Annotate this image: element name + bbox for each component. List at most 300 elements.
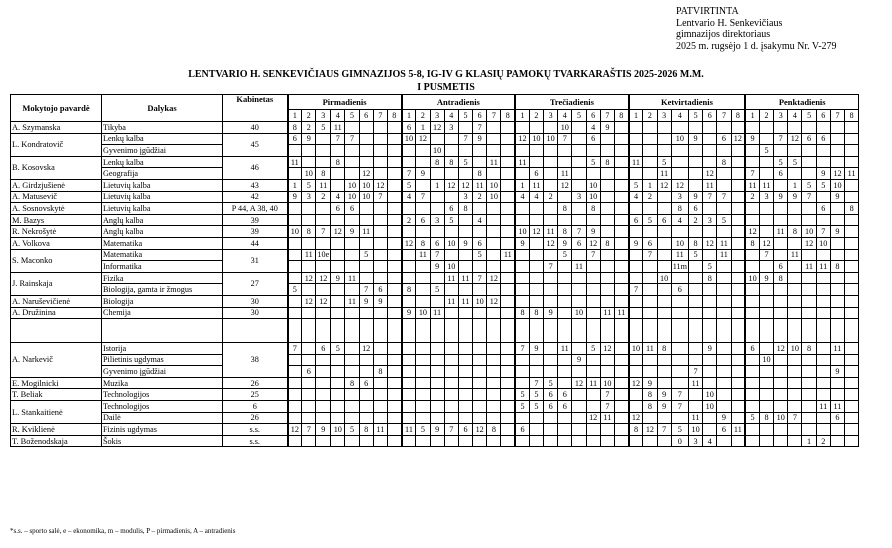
lesson-cell [845,307,859,319]
lesson-cell [373,377,387,389]
lesson-cell [416,145,430,157]
cabinet: 44 [223,237,288,249]
lesson-cell [629,354,643,366]
lesson-cell [458,122,472,134]
lesson-cell [302,284,316,296]
lesson-cell: 7 [816,226,830,238]
header-lesson-number: 5 [345,110,359,122]
lesson-cell [788,237,802,249]
lesson-cell: 7 [600,401,614,413]
lesson-cell [731,435,745,447]
lesson-cell [387,354,401,366]
lesson-cell: 11 [586,377,600,389]
table-row [11,249,859,261]
lesson-cell [745,319,759,343]
lesson-cell: 10 [600,377,614,389]
table-row [11,179,859,191]
lesson-cell [302,307,316,319]
subject-name [102,319,223,343]
lesson-cell [614,354,628,366]
lesson-cell [444,191,458,203]
lesson-cell [402,435,416,447]
header-lesson-number: 2 [759,110,773,122]
lesson-cell [830,237,844,249]
lesson-cell [345,319,359,343]
lesson-cell [830,249,844,261]
lesson-cell [802,412,816,424]
lesson-cell [731,168,745,180]
lesson-cell: 5 [515,389,529,401]
subject-name: Technologijos [102,389,223,401]
lesson-cell [586,284,600,296]
lesson-cell [359,237,373,249]
lesson-cell [515,145,529,157]
lesson-cell: 12 [586,237,600,249]
lesson-cell: 11 [373,424,387,436]
lesson-cell [688,261,702,273]
lesson-cell [845,145,859,157]
lesson-cell: 6 [657,214,671,226]
lesson-cell [671,343,688,355]
lesson-cell [759,295,773,307]
lesson-cell [629,203,643,215]
subject-name: Anglų kalba [102,226,223,238]
lesson-cell [643,203,657,215]
lesson-cell [572,156,586,168]
lesson-cell: 10 [558,122,572,134]
lesson-cell: 10 [444,237,458,249]
lesson-cell [788,401,802,413]
lesson-cell: 9 [657,389,671,401]
lesson-cell [473,343,487,355]
lesson-cell: 10 [688,424,702,436]
lesson-cell [529,237,543,249]
lesson-cell [643,412,657,424]
lesson-cell [444,389,458,401]
lesson-cell [657,295,671,307]
lesson-cell: 6 [302,366,316,378]
lesson-cell [316,307,331,319]
lesson-cell: 10 [345,179,359,191]
lesson-cell: 10 [430,145,444,157]
lesson-cell [600,424,614,436]
lesson-cell: 4 [331,191,345,203]
lesson-cell [845,179,859,191]
lesson-cell: 11 [774,226,788,238]
lesson-cell: 11 [544,226,558,238]
cabinet: 31 [223,249,288,272]
header-lesson-number: 6 [473,110,487,122]
lesson-cell: 12 [444,179,458,191]
lesson-cell [558,214,572,226]
lesson-cell: 9 [572,354,586,366]
lesson-cell [845,319,859,343]
lesson-cell: 5 [629,179,643,191]
header-lesson-number: 4 [671,110,688,122]
lesson-cell [845,122,859,134]
header-lesson-number: 7 [717,110,731,122]
lesson-cell: 11 [816,401,830,413]
lesson-cell [288,168,302,180]
lesson-cell [759,307,773,319]
lesson-cell [515,319,529,343]
lesson-cell [331,295,345,307]
lesson-cell: 9 [788,191,802,203]
lesson-cell: 5 [671,424,688,436]
lesson-cell [501,226,515,238]
lesson-cell [345,366,359,378]
lesson-cell [614,366,628,378]
lesson-cell [487,343,501,355]
lesson-cell [473,412,487,424]
lesson-cell [458,389,472,401]
lesson-cell: 6 [416,214,430,226]
header-cabinet: Kabinetas [223,95,288,122]
lesson-cell [331,145,345,157]
lesson-cell: 6 [717,133,731,145]
lesson-cell [788,145,802,157]
lesson-cell: 10 [473,295,487,307]
lesson-cell [430,401,444,413]
lesson-cell [802,295,816,307]
lesson-cell [657,191,671,203]
lesson-cell: 9 [717,412,731,424]
lesson-cell [345,307,359,319]
table-row [11,203,859,215]
teacher-name: R. Nekrošytė [11,226,102,238]
teacher-name: B. Kosovska [11,156,102,179]
lesson-cell: 8 [515,307,529,319]
lesson-cell [473,377,487,389]
lesson-cell: 5 [657,156,671,168]
lesson-cell: 12 [629,377,643,389]
lesson-cell: 9 [458,237,472,249]
lesson-cell: 4 [529,191,543,203]
subject-name: Dailė [102,412,223,424]
lesson-cell: 10 [703,401,717,413]
lesson-cell: 2 [302,122,316,134]
lesson-cell [816,249,830,261]
lesson-cell [444,226,458,238]
lesson-cell [845,389,859,401]
lesson-cell: 11 [515,156,529,168]
lesson-cell [444,401,458,413]
lesson-cell: 11 [703,179,717,191]
lesson-cell [688,389,702,401]
cabinet: 27 [223,272,288,295]
lesson-cell [458,401,472,413]
lesson-cell: 8 [671,203,688,215]
lesson-cell [288,401,302,413]
lesson-cell [845,295,859,307]
header-lesson-number: 2 [529,110,543,122]
lesson-cell [774,203,788,215]
lesson-cell: 11 [759,179,773,191]
lesson-cell: 12 [529,226,543,238]
lesson-cell: 1 [643,179,657,191]
lesson-cell: 11 [558,168,572,180]
lesson-cell [430,389,444,401]
lesson-cell [671,295,688,307]
lesson-cell [688,307,702,319]
lesson-cell [529,261,543,273]
lesson-cell [515,354,529,366]
lesson-cell: 2 [402,214,416,226]
lesson-cell [529,295,543,307]
lesson-cell [671,412,688,424]
lesson-cell: 3 [688,435,702,447]
lesson-cell [657,133,671,145]
lesson-cell [544,284,558,296]
lesson-cell: 6 [558,401,572,413]
table-row [11,319,859,343]
table-row [11,401,859,413]
lesson-cell [402,412,416,424]
lesson-cell: 6 [288,133,302,145]
lesson-cell [473,389,487,401]
lesson-cell: 11 [288,156,302,168]
lesson-cell [487,284,501,296]
teacher-name: S. Maconko [11,249,102,272]
lesson-cell: 7 [444,424,458,436]
lesson-cell [614,401,628,413]
lesson-cell: 10 [671,237,688,249]
lesson-cell [759,424,773,436]
lesson-cell: 7 [458,133,472,145]
lesson-cell [373,354,387,366]
lesson-cell: 3 [703,214,717,226]
lesson-cell [731,389,745,401]
teacher-name: M. Bazys [11,214,102,226]
subject-name: Istorija [102,343,223,355]
lesson-cell [816,145,830,157]
teacher-name: L. Stankaitienė [11,401,102,424]
lesson-cell: 8 [373,366,387,378]
lesson-cell: 11 [731,424,745,436]
lesson-cell [387,412,401,424]
lesson-cell [501,412,515,424]
header-lesson-number: 1 [629,110,643,122]
lesson-cell [788,354,802,366]
lesson-cell [703,284,717,296]
lesson-cell: 11 [657,168,671,180]
lesson-cell [473,284,487,296]
lesson-cell: 9 [830,226,844,238]
lesson-cell: 10 [572,307,586,319]
lesson-cell [731,237,745,249]
lesson-cell [586,261,600,273]
lesson-cell [717,401,731,413]
lesson-cell [745,261,759,273]
lesson-cell [703,377,717,389]
lesson-cell: 12 [703,168,717,180]
lesson-cell: 12 [558,179,572,191]
table-row [11,284,859,296]
lesson-cell [717,272,731,284]
lesson-cell [444,133,458,145]
lesson-cell [586,214,600,226]
lesson-cell: 6 [444,203,458,215]
lesson-cell [288,307,302,319]
lesson-cell [416,203,430,215]
lesson-cell [717,377,731,389]
lesson-cell [688,295,702,307]
lesson-cell: 1 [515,179,529,191]
lesson-cell [416,226,430,238]
lesson-cell: 12 [487,295,501,307]
lesson-cell [430,366,444,378]
lesson-cell [600,133,614,145]
lesson-cell: 12 [703,237,717,249]
lesson-cell: 10 [830,179,844,191]
lesson-cell [544,435,558,447]
lesson-cell [802,272,816,284]
cabinet: 39 [223,214,288,226]
lesson-cell [501,191,515,203]
header-lesson-number: 3 [430,110,444,122]
lesson-cell: 9 [600,122,614,134]
lesson-cell [745,156,759,168]
lesson-cell: 7 [288,343,302,355]
lesson-cell [629,133,643,145]
header-lesson-number: 2 [302,110,316,122]
lesson-cell [731,145,745,157]
lesson-cell [387,401,401,413]
lesson-cell [331,168,345,180]
lesson-cell [444,249,458,261]
lesson-cell [788,168,802,180]
footnote: *s.s. – sporto salė, e – ekonomika, m – modulis, P – pirmadienis, A – antradienis [10,527,236,535]
lesson-cell [529,354,543,366]
lesson-cell [816,214,830,226]
lesson-cell: 11 [558,343,572,355]
lesson-cell [688,145,702,157]
lesson-cell [359,435,373,447]
lesson-cell: 11 [830,401,844,413]
lesson-cell: 6 [745,343,759,355]
lesson-cell [501,168,515,180]
lesson-cell: 4 [473,214,487,226]
lesson-cell [430,377,444,389]
lesson-cell [501,284,515,296]
lesson-cell [359,354,373,366]
lesson-cell [345,156,359,168]
lesson-cell: 6 [774,168,788,180]
lesson-cell: 5 [643,214,657,226]
lesson-cell [458,261,472,273]
lesson-cell [759,133,773,145]
lesson-cell [501,261,515,273]
approval-line: 2025 m. rugsėjo 1 d. įsakymu Nr. V-279 [676,40,837,52]
lesson-cell: 7 [572,226,586,238]
lesson-cell [501,133,515,145]
lesson-cell [657,145,671,157]
lesson-cell [487,412,501,424]
lesson-cell [845,401,859,413]
lesson-cell: 6 [529,168,543,180]
lesson-cell [487,145,501,157]
lesson-cell: 8 [688,237,702,249]
lesson-cell [416,295,430,307]
lesson-cell: 12 [802,237,816,249]
lesson-cell [845,366,859,378]
subject-name: Technologijos [102,401,223,413]
lesson-cell [643,435,657,447]
lesson-cell [387,307,401,319]
lesson-cell [657,261,671,273]
lesson-cell [544,203,558,215]
lesson-cell [774,284,788,296]
lesson-cell [731,226,745,238]
lesson-cell [487,133,501,145]
lesson-cell [473,319,487,343]
lesson-cell: 8 [600,237,614,249]
lesson-cell: 11 [600,412,614,424]
lesson-cell: 11 [473,179,487,191]
cabinet: 42 [223,191,288,203]
lesson-cell: 7 [629,284,643,296]
lesson-cell [802,307,816,319]
header-lesson-number: 6 [359,110,373,122]
lesson-cell [759,319,773,343]
lesson-cell [302,156,316,168]
lesson-cell [572,214,586,226]
subject-name: Fizika [102,272,223,284]
lesson-cell [373,133,387,145]
lesson-cell [816,377,830,389]
lesson-cell: 10 [416,307,430,319]
lesson-cell [544,249,558,261]
teacher-name: T. Boženodskaja [11,435,102,447]
lesson-cell [830,133,844,145]
lesson-cell [731,122,745,134]
lesson-cell: 7 [703,191,717,203]
lesson-cell [614,133,628,145]
header-day: Penktadienis [745,95,859,110]
lesson-cell [759,122,773,134]
lesson-cell: 5 [515,401,529,413]
lesson-cell [657,122,671,134]
lesson-cell [614,179,628,191]
lesson-cell [745,377,759,389]
lesson-cell [501,307,515,319]
lesson-cell: 4 [515,191,529,203]
lesson-cell [845,156,859,168]
lesson-cell: 11 [717,249,731,261]
lesson-cell [558,319,572,343]
lesson-cell [845,435,859,447]
lesson-cell [745,284,759,296]
lesson-cell [657,203,671,215]
lesson-cell [402,261,416,273]
lesson-cell [302,412,316,424]
lesson-cell [373,272,387,284]
lesson-cell: 12 [430,122,444,134]
lesson-cell [544,343,558,355]
lesson-cell: 7 [515,343,529,355]
lesson-cell [643,295,657,307]
lesson-cell [430,435,444,447]
teacher-name: A. Volkova [11,237,102,249]
lesson-cell [816,424,830,436]
cabinet: 26 [223,412,288,424]
lesson-cell: 8 [288,122,302,134]
lesson-cell: 12 [302,272,316,284]
lesson-cell: 6 [629,214,643,226]
lesson-cell [416,401,430,413]
lesson-cell [544,168,558,180]
lesson-cell: 2 [643,191,657,203]
